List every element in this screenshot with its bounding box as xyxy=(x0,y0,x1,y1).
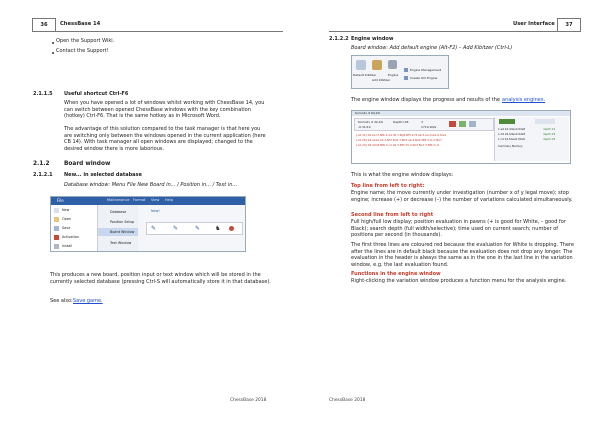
submenu-item-board-window[interactable]: Board Window xyxy=(110,230,135,234)
ribbon-button-engine[interactable]: Engine xyxy=(388,73,399,77)
engine-intro-text: The engine window displays the progress and results of the xyxy=(351,97,500,103)
menu-path: Database window: Menu File New Board in... / Position in... / Text in... xyxy=(64,182,238,188)
analysis-engines-link[interactable]: analysis engines. xyxy=(502,97,546,103)
engine-name: Komodo 9 32-bit xyxy=(358,120,383,124)
side-line: 1.e4 22.4dev0 64x8 xyxy=(498,127,525,131)
ribbon-file-tab[interactable]: File xyxy=(57,198,64,203)
shortcut-paragraph-2: The advantage of this solution compared to the task manager is that here you are switching only between the windows opened in the current application (here CB 14). With task manager all open windows are displayed; changed to the desired window there is more laborious. xyxy=(64,126,266,152)
default-kibitzer-icon xyxy=(356,60,366,70)
menu-item-open[interactable]: Open xyxy=(62,217,72,221)
left-page-number: 36 xyxy=(32,18,56,32)
file-menu-panel xyxy=(51,205,98,251)
pen-icon: ✎ xyxy=(173,225,179,232)
red-disc-icon xyxy=(229,226,234,231)
bullet-support-wiki: Open the Support Wiki. xyxy=(56,38,115,44)
engine-displays-text: This is what the engine window displays: xyxy=(351,172,454,178)
new-label: New! xyxy=(151,209,160,213)
right-footer: ChessBase 2018 xyxy=(329,398,366,403)
left-footer: ChessBase 2018 xyxy=(230,398,267,403)
panel-label: Summary Memory xyxy=(498,144,523,148)
add-kibitzer-icon xyxy=(372,60,382,70)
open-folder-icon xyxy=(54,217,59,222)
colour-explanation-text: The first three lines are coloured red because the evaluation for White is dropping. There after the lines are in default black because the evaluation does not drop any longer. The evaluation in the header is always the same as in the one in the last line in the variation window, e.g. the last evaluation found. xyxy=(351,242,575,268)
engine-speed: 1719 kN/s xyxy=(421,125,437,129)
engine-management-icon xyxy=(404,68,408,72)
section-number: 2.1.1.5 xyxy=(33,91,53,97)
pen-icon: ✎ xyxy=(151,225,157,232)
ribbon-tab[interactable]: View xyxy=(151,198,160,202)
heading-top-line: Top line from left to right: xyxy=(351,183,425,189)
side-line: 1.c4 22.5dev0 64x8 xyxy=(498,137,525,141)
ribbon-tab[interactable]: Maintenance xyxy=(107,198,130,202)
engine-ribbon-screenshot xyxy=(351,55,449,89)
heading-functions: Functions in the engine window xyxy=(351,271,441,277)
section-title-board-window: Board window xyxy=(64,161,111,167)
file-new-menu-screenshot xyxy=(50,196,246,252)
new-submenu xyxy=(98,205,138,251)
engine-window-screenshot xyxy=(351,110,571,164)
engine-depth: Depth=18 xyxy=(393,120,409,124)
submenu-item[interactable]: Position Setup xyxy=(110,220,135,224)
section-number: 2.1.2.2 xyxy=(329,36,349,42)
engine-lines-count: 3 xyxy=(421,120,423,124)
bullet-dot xyxy=(52,52,54,54)
submenu-item[interactable]: Database xyxy=(110,210,127,214)
section-title-shortcut: Useful shortcut Ctrl-F6 xyxy=(64,91,129,97)
add-line-icon[interactable] xyxy=(459,121,466,127)
pen-icon: ✎ xyxy=(195,225,201,232)
engine-variation-line: [+0.31] 19 b1c3 Nf6 2.d4 d5 3.Bg5 Bf5 4.f3 e6 5.e4 dxe4 6.fxe4 xyxy=(356,133,446,137)
bullet-contact-support: Contact the Support! xyxy=(56,48,109,54)
side-depth: depth:19 xyxy=(543,127,556,131)
side-depth: depth:18 xyxy=(543,132,556,136)
engine-titlebar xyxy=(352,111,570,116)
toolbar-strip xyxy=(146,222,243,235)
stop-engine-icon[interactable] xyxy=(449,121,456,127)
menu-engine-management[interactable]: Engine Management xyxy=(410,68,441,72)
green-status-icon xyxy=(499,119,515,124)
submenu-item[interactable]: Text Window xyxy=(110,241,132,245)
activation-icon xyxy=(54,235,59,240)
top-line-text: Engine name; the move currently under investigation (number x of y legal move); stop engine; increase (+) or decrease (–) the number of variations calculated simultaneously. xyxy=(351,190,573,203)
engine-window-title: Komodo 9 64-bit xyxy=(355,111,380,115)
remove-line-icon[interactable] xyxy=(469,121,476,127)
menu-create-uci-engine[interactable]: Create UCI Engine xyxy=(410,76,438,80)
see-also-link-save-game[interactable]: Save game. xyxy=(73,298,103,304)
ribbon-bar xyxy=(51,197,245,205)
engine-variation-line: [+0.28] 19 e2e4 e5 2.Nf3 Nc6 3.Bb5 a6 4.Ba4 Nf6 5.O-O Be7 xyxy=(356,138,442,142)
see-also-label: See also: xyxy=(50,298,73,304)
engine-evaluation: -0.31/19 xyxy=(358,125,371,129)
shortcut-paragraph-1: When you have opened a lot of windows whilst working with ChessBase 14, you can switch between opened ChessBase windows with the key combination (hotkey) Ctrl-F6. That is the same hotkey as in Microsoft Word. xyxy=(64,100,265,120)
settings-button[interactable] xyxy=(535,119,555,124)
ribbon-button-default-kibitzer[interactable]: Default Kibitzer xyxy=(353,73,377,77)
create-uci-icon xyxy=(404,76,408,80)
second-line-text: Full high/full low display; position evaluation in pawns (+ is good for White, – good for Black); search depth (full width/selective); time used on current search; number of positions per second (in thousands). xyxy=(351,219,566,239)
engine-variation-line: [+0.24] 18 d2d4 Nf6 2.c4 e6 3.Nf3 d5 4.Nc3 Be7 5.Bf4 O-O xyxy=(356,143,440,147)
left-header-title: ChessBase 14 xyxy=(60,21,101,27)
engine-menu-path: Board window: Add default engine (Alt-F2) – Add Kibitzer (Ctrl-L) xyxy=(351,45,513,51)
save-icon xyxy=(54,226,59,231)
after-screenshot-text: This produces a new board, position input or text window which will be stored in the currently selected database (pressing Ctrl-S will automatically store it in that database). xyxy=(50,272,271,285)
section-number: 2.1.2.1 xyxy=(33,172,53,178)
right-page-header xyxy=(329,19,579,32)
right-page xyxy=(300,0,600,424)
heading-second-line: Second line from left to right xyxy=(351,212,434,218)
engine-controls xyxy=(354,118,494,131)
side-depth: depth:18 xyxy=(543,137,556,141)
section-title-engine-window: Engine window xyxy=(351,36,394,42)
right-page-number: 37 xyxy=(557,18,581,32)
menu-item-install[interactable]: Install xyxy=(62,244,73,248)
new-icon xyxy=(54,208,59,213)
install-icon xyxy=(54,244,59,249)
chess-piece-icon: ♞ xyxy=(215,225,221,232)
ribbon-button-add-kibitzer[interactable]: Add Kibitzer xyxy=(372,78,391,82)
right-header-title: User Interface xyxy=(513,21,555,27)
left-page-header xyxy=(33,19,283,32)
engine-side-panel xyxy=(494,117,569,161)
ribbon-tab[interactable]: Help xyxy=(165,198,173,202)
bullet-dot xyxy=(52,42,54,44)
menu-item-activation[interactable]: Activation xyxy=(62,235,79,239)
functions-text: Right-clicking the variation window produces a function menu for the analysis engine. xyxy=(351,278,567,284)
menu-item-save[interactable]: Save xyxy=(62,226,71,230)
section-title-new-in-db: New... in selected database xyxy=(64,172,142,178)
side-line: 1.d4 22.6dev0 64x8 xyxy=(498,132,526,136)
engine-icon xyxy=(388,60,397,69)
section-number: 2.1.2 xyxy=(33,161,50,167)
ribbon-tab[interactable]: Format xyxy=(133,198,146,202)
menu-item-new[interactable]: New xyxy=(62,208,70,212)
